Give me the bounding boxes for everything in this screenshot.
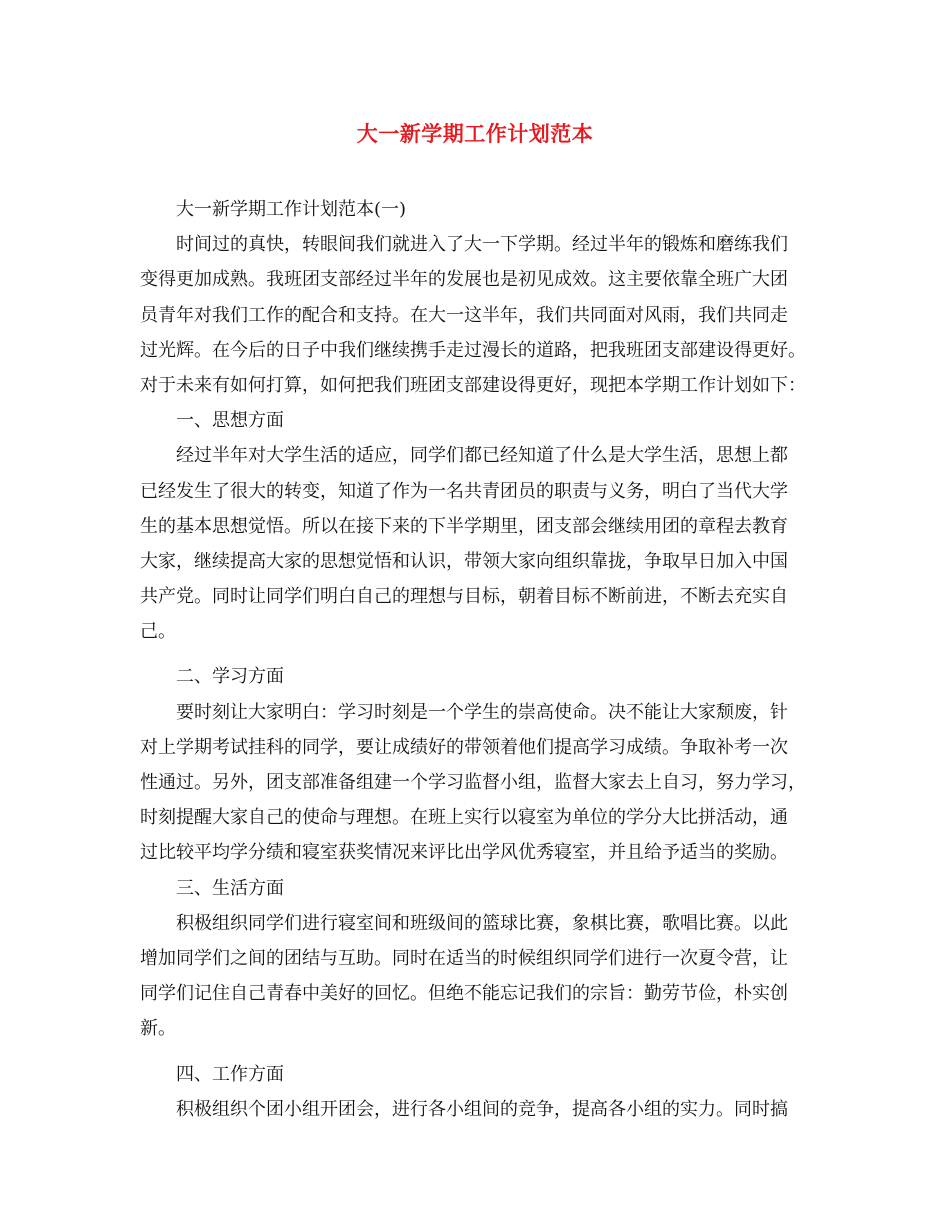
paragraph-line: 经过半年对大学生活的适应，同学们都已经知道了什么是大学生活，思想上都 <box>176 445 788 467</box>
paragraph-line: 对于未来有如何打算，如何把我们班团支部建设得更好，现把本学期工作计划如下： <box>140 374 806 396</box>
document-body <box>140 192 820 1127</box>
paragraph-line: 变得更加成熟。我班团支部经过半年的发展也是初见成效。这主要依靠全班广大团 <box>140 269 788 291</box>
paragraph-line: 积极组织同学们进行寝室间和班级间的篮球比赛，象棋比赛，歌唱比赛。以此 <box>176 912 788 934</box>
paragraph-line: 己。 <box>140 621 176 643</box>
paragraph-line: 生的基本思想觉悟。所以在接下来的下半学期里，团支部会继续用团的章程去教育 <box>140 515 788 537</box>
paragraph-line: 积极组织个团小组开团会，进行各小组间的竞争，提高各小组的实力。同时搞 <box>176 1098 788 1120</box>
paragraph-line: 二、学习方面 <box>176 666 284 688</box>
paragraph-line: 已经发生了很大的转变，知道了作为一名共青团员的职责与义务，明白了当代大学 <box>140 480 788 502</box>
paragraph-line: 对上学期考试挂科的同学，要让成绩好的带领着他们提高学习成绩。争取补考一次 <box>140 736 788 758</box>
paragraph-line: 要时刻让大家明白：学习时刻是一个学生的崇高使命。决不能让大家颓废，针 <box>176 701 788 723</box>
paragraph-line: 大家，继续提高大家的思想觉悟和认识，带领大家向组织靠拢，争取早日加入中国 <box>140 550 788 572</box>
paragraph-gap <box>140 649 820 659</box>
paragraph-line: 大一新学期工作计划范本(一) <box>176 199 407 220</box>
paragraph-line: 一、思想方面 <box>176 410 284 432</box>
paragraph-line: 共产党。同时让同学们明白自己的理想与目标，朝着目标不断前进，不断去充实自 <box>140 586 788 608</box>
paragraph-line: 性通过。另外，团支部准备组建一个学习监督小组，监督大家去上自习，努力学习， <box>140 772 806 793</box>
paragraph-line: 员青年对我们工作的配合和支持。在大一这半年，我们共同面对风雨，我们共同走 <box>140 304 788 326</box>
paragraph-line: 时刻提醒大家自己的使命与理想。在班上实行以寝室为单位的学分大比拼活动，通 <box>140 807 788 829</box>
paragraph-line: 四、工作方面 <box>176 1063 284 1085</box>
paragraph-line: 过光辉。在今后的日子中我们继续携手走过漫长的道路，把我班团支部建设得更好。 <box>140 339 806 361</box>
paragraph-line: 同学们记住自己青春中美好的回忆。但绝不能忘记我们的宗旨：勤劳节俭，朴实创 <box>140 983 788 1005</box>
document-title: 大一新学期工作计划范本 <box>356 122 594 146</box>
paragraph-line: 时间过的真快，转眼间我们就进入了大一下学期。经过半年的锻炼和磨练我们 <box>176 234 788 256</box>
paragraph-line: 过比较平均学分绩和寝室获奖情况来评比出学风优秀寝室，并且给予适当的奖励。 <box>140 842 788 864</box>
paragraph-gap <box>140 1047 820 1057</box>
paragraph-line: 增加同学们之间的团结与互助。同时在适当的时候组织同学们进行一次夏令营，让 <box>140 947 788 969</box>
paragraph-line: 三、生活方面 <box>176 877 284 899</box>
paragraph-line: 新。 <box>140 1018 176 1040</box>
